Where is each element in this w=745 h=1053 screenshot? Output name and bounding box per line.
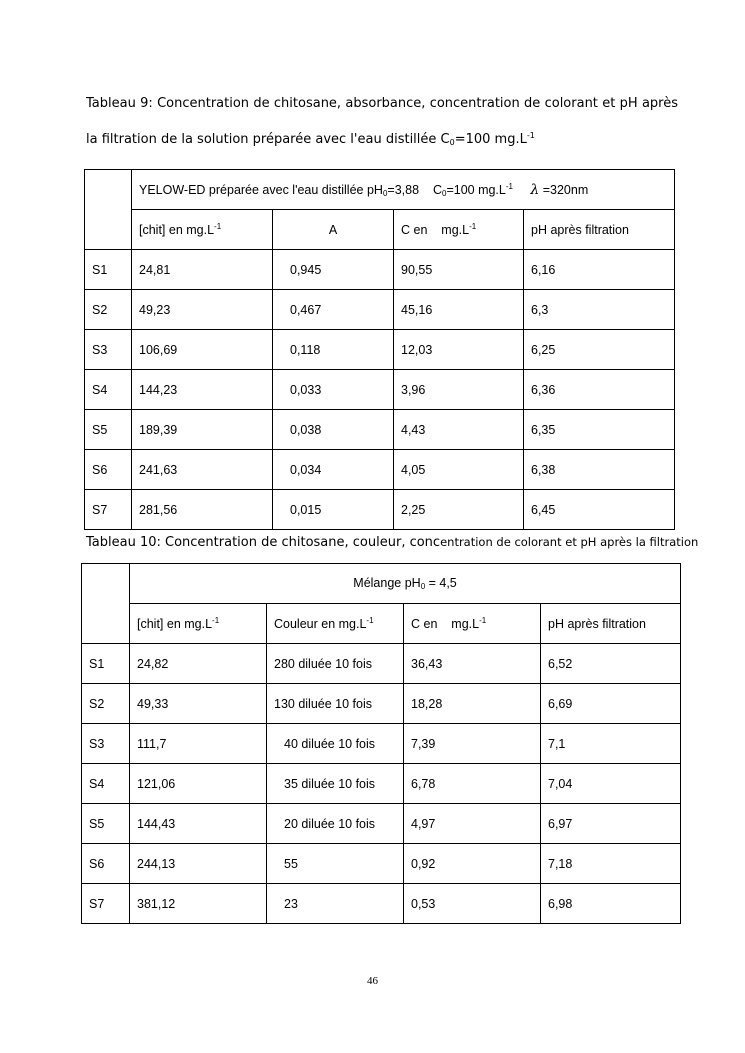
cell-ph: 6,25 (524, 330, 675, 370)
cell-chit: 121,06 (130, 764, 267, 804)
table-row (85, 490, 675, 530)
table9-caption (86, 88, 678, 159)
row-label: S4 (82, 764, 130, 804)
cell-ph: 6,97 (541, 804, 681, 844)
cell-chit: 241,63 (132, 450, 273, 490)
table9-header-e: =320nm (542, 182, 589, 197)
table9-col-c (394, 210, 524, 250)
table-row (85, 330, 675, 370)
cell-c: 36,43 (404, 644, 541, 684)
row-label: S3 (82, 724, 130, 764)
table9-group-header (132, 170, 675, 210)
table9-header-b: =3,88 (387, 182, 420, 197)
cell-couleur: 130 diluée 10 fois (267, 684, 404, 724)
cell-chit: 189,39 (132, 410, 273, 450)
row-label: S6 (85, 450, 132, 490)
table10-header-a: Mélange pH (353, 576, 421, 590)
table9-caption-end: =100 mg.L (454, 132, 527, 147)
table9-caption-sup: -1 (526, 131, 535, 140)
table10-corner-cell (82, 564, 130, 644)
table-row (82, 684, 681, 724)
table-row (82, 724, 681, 764)
cell-ph: 6,98 (541, 884, 681, 924)
cell-ph: 6,36 (524, 370, 675, 410)
cell-c: 7,39 (404, 724, 541, 764)
cell-chit: 144,43 (130, 804, 267, 844)
table9-header-a-sub: 0 (382, 188, 388, 198)
cell-c: 4,97 (404, 804, 541, 844)
row-label: S7 (82, 884, 130, 924)
table-row (82, 884, 681, 924)
cell-a: 0,945 (273, 250, 394, 290)
table10-col-ph: pH après filtration (541, 604, 681, 644)
row-label: S1 (85, 250, 132, 290)
table-row (85, 250, 675, 290)
table10-header-b: = 4,5 (425, 576, 457, 590)
table10-col-chit-sup: -1 (212, 616, 220, 625)
cell-ph: 7,1 (541, 724, 681, 764)
table-row (85, 410, 675, 450)
cell-c: 12,03 (394, 330, 524, 370)
table9-col-chit (132, 210, 273, 250)
table10-col-chit (130, 604, 267, 644)
table9-col-chit-label: [chit] en mg.L (139, 223, 215, 237)
table10-col-c-label: C en mg.L (411, 617, 480, 631)
cell-c: 4,05 (394, 450, 524, 490)
cell-ph: 6,38 (524, 450, 675, 490)
cell-chit: 49,33 (130, 684, 267, 724)
cell-c: 90,55 (394, 250, 524, 290)
cell-a: 0,038 (273, 410, 394, 450)
cell-c: 2,25 (394, 490, 524, 530)
table-row (82, 764, 681, 804)
cell-c: 18,28 (404, 684, 541, 724)
table10-col-c (404, 604, 541, 644)
row-label: S5 (82, 804, 130, 844)
table9-header-c-sub: 0 (441, 188, 447, 198)
table9-header-a: YELOW-ED préparée avec l'eau distillée pH (139, 182, 383, 197)
cell-couleur: 23 (267, 884, 404, 924)
lambda-symbol: λ (530, 181, 540, 198)
table10-header-a-sub: 0 (420, 582, 426, 591)
table9-col-chit-sup: -1 (214, 222, 222, 231)
cell-c: 3,96 (394, 370, 524, 410)
row-label: S3 (85, 330, 132, 370)
cell-a: 0,118 (273, 330, 394, 370)
table10-caption-small: entration de colorant et pH après la filtration (440, 535, 699, 549)
table9-header-d-sup: -1 (505, 181, 513, 191)
cell-a: 0,467 (273, 290, 394, 330)
table10-col-couleur-sup: -1 (366, 616, 374, 625)
cell-couleur: 55 (267, 844, 404, 884)
cell-couleur: 280 diluée 10 fois (267, 644, 404, 684)
row-label: S6 (82, 844, 130, 884)
table-row (85, 290, 675, 330)
cell-chit: 49,23 (132, 290, 273, 330)
cell-ph: 6,16 (524, 250, 675, 290)
cell-chit: 144,23 (132, 370, 273, 410)
table9-col-ph: pH après filtration (524, 210, 675, 250)
cell-ph: 6,52 (541, 644, 681, 684)
cell-chit: 24,82 (130, 644, 267, 684)
cell-ph: 6,45 (524, 490, 675, 530)
table10-col-couleur-label: Couleur en mg.L (274, 617, 367, 631)
cell-couleur: 35 diluée 10 fois (267, 764, 404, 804)
cell-chit: 24,81 (132, 250, 273, 290)
table-row (82, 844, 681, 884)
table10-col-c-sup: -1 (479, 616, 487, 625)
cell-c: 4,43 (394, 410, 524, 450)
cell-ph: 6,3 (524, 290, 675, 330)
cell-ph: 6,69 (541, 684, 681, 724)
table9-col-c-label: C en mg.L (401, 223, 470, 237)
cell-chit: 381,12 (130, 884, 267, 924)
table9-corner-cell (85, 170, 132, 250)
table9-header-d: =100 mg.L (446, 182, 506, 197)
row-label: S2 (85, 290, 132, 330)
cell-couleur: 40 diluée 10 fois (267, 724, 404, 764)
cell-a: 0,034 (273, 450, 394, 490)
cell-c: 0,92 (404, 844, 541, 884)
table9-col-c-sup: -1 (469, 222, 477, 231)
table10-column-header-row (82, 604, 681, 644)
cell-chit: 111,7 (130, 724, 267, 764)
table-row (85, 450, 675, 490)
table-row (82, 644, 681, 684)
table9-col-a: A (273, 210, 394, 250)
table9-caption-text: Tableau 9: Concentration de chitosane, absorbance, concentration de colorant et pH après la filtration de la solution préparée avec l'eau distillée C (86, 96, 678, 147)
table9-header-c: C (432, 182, 442, 197)
table10-col-chit-label: [chit] en mg.L (137, 617, 213, 631)
cell-ph: 7,04 (541, 764, 681, 804)
table9-column-header-row (85, 210, 675, 250)
table10-group-header (130, 564, 681, 604)
row-label: S1 (82, 644, 130, 684)
table-row (82, 804, 681, 844)
table10-col-couleur (267, 604, 404, 644)
table-row (85, 370, 675, 410)
cell-chit: 281,56 (132, 490, 273, 530)
row-label: S7 (85, 490, 132, 530)
row-label: S2 (82, 684, 130, 724)
cell-a: 0,015 (273, 490, 394, 530)
cell-ph: 6,35 (524, 410, 675, 450)
table9-caption-sub: 0 (449, 138, 455, 147)
cell-c: 45,16 (394, 290, 524, 330)
table9-header-row (85, 170, 675, 210)
cell-chit: 106,69 (132, 330, 273, 370)
table10 (81, 563, 681, 924)
table9 (84, 169, 675, 530)
cell-c: 0,53 (404, 884, 541, 924)
row-label: S5 (85, 410, 132, 450)
cell-a: 0,033 (273, 370, 394, 410)
cell-c: 6,78 (404, 764, 541, 804)
cell-couleur: 20 diluée 10 fois (267, 804, 404, 844)
cell-chit: 244,13 (130, 844, 267, 884)
table10-caption (86, 529, 699, 556)
cell-ph: 7,18 (541, 844, 681, 884)
row-label: S4 (85, 370, 132, 410)
page-number: 46 (367, 975, 378, 987)
table10-caption-text: Tableau 10: Concentration de chitosane, couleur, conc (86, 535, 441, 550)
table10-header-row (82, 564, 681, 604)
